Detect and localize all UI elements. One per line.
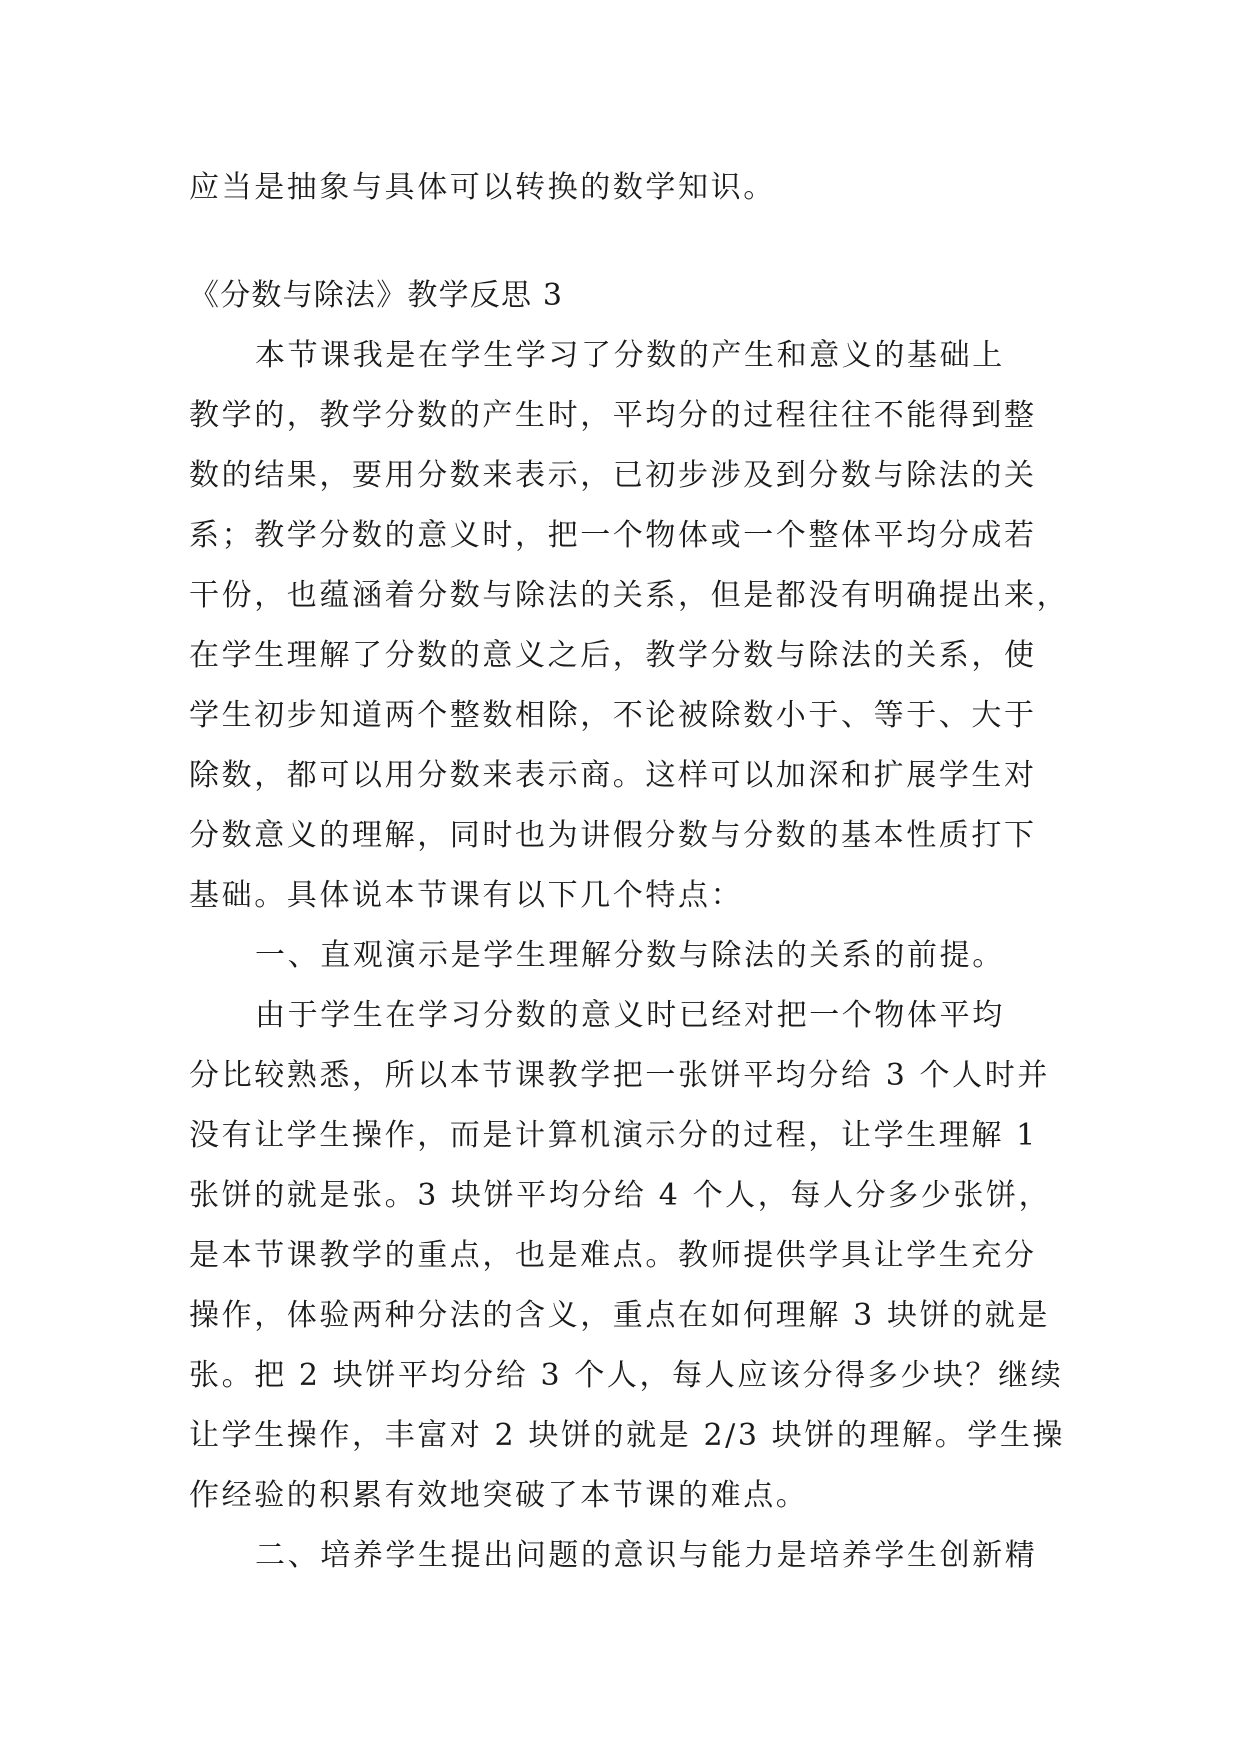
body-line: 张。把 2 块饼平均分给 3 个人，每人应该分得多少块？继续 (189, 1358, 1064, 1393)
body-line: 二、培养学生提出问题的意识与能力是培养学生创新精 (255, 1538, 1038, 1573)
body-line: 由于学生在学习分数的意义时已经对把一个物体平均 (255, 998, 1005, 1033)
body-line: 除数，都可以用分数来表示商。这样可以加深和扩展学生对 (189, 758, 1037, 793)
body-line: 分数意义的理解，同时也为讲假分数与分数的基本性质打下 (189, 818, 1037, 853)
body-line: 操作，体验两种分法的含义，重点在如何理解 3 块饼的就是 (189, 1298, 1050, 1333)
body-line: 学生初步知道两个整数相除，不论被除数小于、等于、大于 (189, 698, 1037, 733)
body-line: 没有让学生操作，而是计算机演示分的过程，让学生理解 1 (189, 1118, 1038, 1153)
body-line: 作经验的积累有效地突破了本节课的难点。 (189, 1478, 809, 1513)
body-line: 教学的，教学分数的产生时，平均分的过程往往不能得到整 (189, 398, 1037, 433)
body-line: 系；教学分数的意义时，把一个物体或一个整体平均分成若 (189, 518, 1037, 553)
body-line: 基础。具体说本节课有以下几个特点： (189, 878, 744, 913)
body-line: 分比较熟悉，所以本节课教学把一张饼平均分给 3 个人时并 (189, 1058, 1050, 1093)
body-line: 是本节课教学的重点，也是难点。教师提供学具让学生充分 (189, 1238, 1037, 1273)
body-line: 数的结果，要用分数来表示，已初步涉及到分数与除法的关 (189, 458, 1037, 493)
body-line: 在学生理解了分数的意义之后，教学分数与除法的关系，使 (189, 638, 1037, 673)
body-line: 张饼的就是张。3 块饼平均分给 4 个人，每人分多少张饼， (189, 1178, 1052, 1213)
body-line: 干份，也蕴涵着分数与除法的关系，但是都没有明确提出来， (189, 578, 1070, 613)
body-line: 本节课我是在学生学习了分数的产生和意义的基础上 (255, 338, 1005, 373)
body-line: 一、直观演示是学生理解分数与除法的关系的前提。 (255, 938, 1005, 973)
body-line: 让学生操作，丰富对 2 块饼的就是 2/3 块饼的理解。学生操 (189, 1418, 1066, 1453)
opening-line: 应当是抽象与具体可以转换的数学知识。 (189, 170, 776, 205)
section-title: 《分数与除法》教学反思 3 (189, 278, 564, 313)
body-text (189, 326, 1070, 1586)
